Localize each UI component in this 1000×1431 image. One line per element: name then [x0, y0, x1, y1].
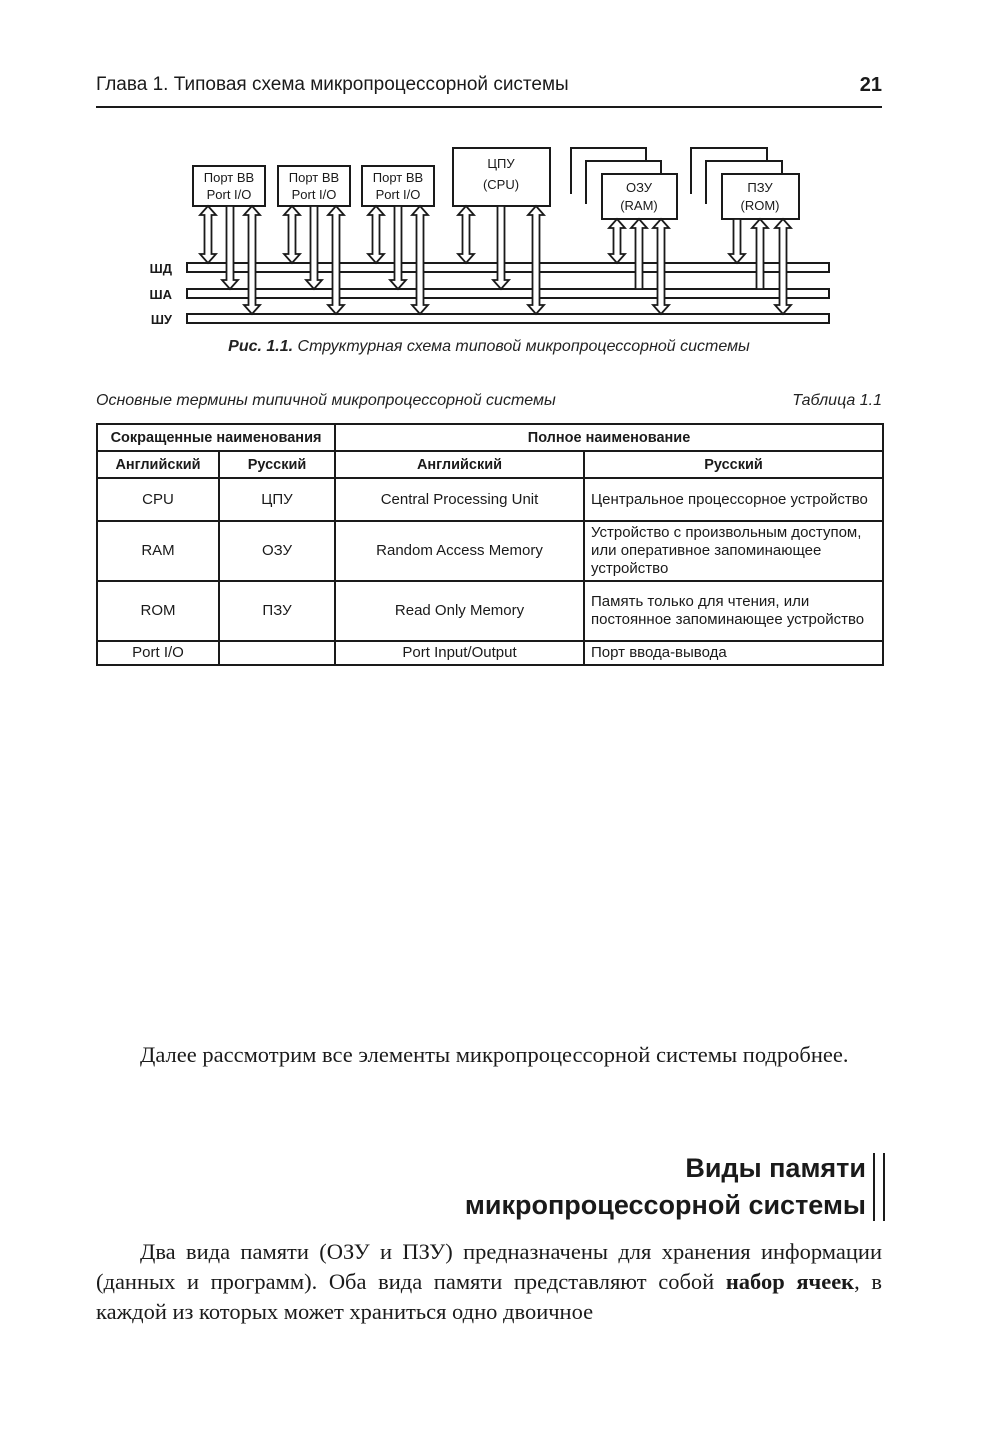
section-marker-bar	[873, 1153, 885, 1221]
subheader-abbr-en: Английский	[97, 451, 219, 478]
ram-label-ru: ОЗУ	[625, 180, 653, 195]
port3-addr-arrow	[390, 206, 406, 289]
paragraph-intro: Далее рассмотрим все элементы микропроцессорной системы подробнее.	[140, 1042, 849, 1067]
rom-label-en: (ROM)	[740, 198, 780, 213]
cell-abbr-ru: ОЗУ	[219, 521, 335, 581]
cpu-data-arrow	[458, 206, 474, 263]
table-row	[97, 581, 883, 641]
figure-label: Рис. 1.1.	[228, 338, 294, 355]
table-caption	[96, 392, 882, 410]
table-row	[97, 478, 883, 521]
cell-abbr-ru: ПЗУ	[219, 581, 335, 641]
cpu-label-en: (CPU)	[482, 177, 520, 192]
port1-addr-arrow	[222, 206, 238, 289]
cell-full-en: Central Processing Unit	[335, 478, 584, 521]
data-bus-label: ШД	[149, 261, 172, 276]
chapter-title: Глава 1. Типовая схема микропроцессорной системы	[96, 74, 569, 95]
paragraph-memory-types	[96, 1237, 882, 1327]
page-number: 21	[859, 74, 882, 96]
paragraph2-bold: набор ячеек	[725, 1269, 855, 1294]
microprocessor-system-diagram	[0, 0, 1000, 340]
control-bus-label: ШУ	[150, 312, 172, 327]
cell-full-ru: Центральное процессорное устройство	[584, 478, 883, 521]
port2-addr-arrow	[306, 206, 322, 289]
port2-label-en: Port I/O	[291, 187, 337, 202]
cell-abbr-en: Port I/O	[97, 641, 219, 665]
table-row	[97, 641, 883, 665]
address-bus	[187, 289, 829, 298]
data-bus	[187, 263, 829, 272]
cell-abbr-ru: ЦПУ	[219, 478, 335, 521]
port1-label-ru: Порт ВВ	[203, 170, 255, 185]
ram-addr-arrow	[631, 219, 647, 289]
section-heading-line2: микропроцессорной системы	[464, 1190, 866, 1220]
table-row	[97, 521, 883, 581]
group-header-abbr: Сокращенные наименования	[97, 424, 335, 451]
table-subheader-row	[97, 451, 883, 478]
cell-full-ru: Порт ввода-вывода	[584, 641, 883, 665]
cell-full-en: Random Access Memory	[335, 521, 584, 581]
port2-data-arrow	[284, 206, 300, 263]
table-number: Таблица 1.1	[792, 392, 882, 409]
table-group-header-row	[97, 424, 883, 451]
ram-label-en: (RAM)	[620, 198, 658, 213]
paragraph2-start: Два вида памяти (ОЗУ и ПЗУ) предназначены для хранения информации (данных и программ). Оба вида памяти представляют собой	[96, 1239, 882, 1294]
terms-table	[96, 423, 884, 666]
cpu-addr-arrow	[493, 206, 509, 289]
port3-label-en: Port I/O	[375, 187, 421, 202]
table-title: Основные термины типичной микропроцессорной системы	[96, 392, 556, 409]
port1-label-en: Port I/O	[206, 187, 252, 202]
figure-caption-text: Структурная схема типовой микропроцессорной системы	[297, 338, 750, 355]
cell-abbr-ru	[219, 641, 335, 665]
port1-data-arrow	[200, 206, 216, 263]
cpu-label-ru: ЦПУ	[487, 156, 515, 171]
control-bus	[187, 314, 829, 323]
cell-full-en: Port Input/Output	[335, 641, 584, 665]
section-heading-line1: Виды памяти	[685, 1153, 866, 1183]
rom-label-ru: ПЗУ	[747, 180, 773, 195]
subheader-full-en: Английский	[335, 451, 584, 478]
paragraph2-end: , в каждой из которых может храниться одно двоичное	[96, 1269, 883, 1324]
subheader-abbr-ru: Русский	[219, 451, 335, 478]
cell-full-ru: Устройство с произвольным доступом, или оперативное запоминающее устройство	[584, 521, 883, 581]
cell-abbr-en: ROM	[97, 581, 219, 641]
cell-full-en: Read Only Memory	[335, 581, 584, 641]
group-header-full: Полное наименование	[335, 424, 883, 451]
cell-abbr-en: RAM	[97, 521, 219, 581]
port2-label-ru: Порт ВВ	[288, 170, 340, 185]
section-heading	[300, 1150, 866, 1224]
rom-addr-arrow	[752, 219, 768, 289]
ram-data-arrow	[609, 219, 625, 263]
cell-full-ru: Память только для чтения, или постоянное запоминающее устройство	[584, 581, 883, 641]
cell-abbr-en: CPU	[97, 478, 219, 521]
figure-caption	[96, 338, 882, 356]
rom-data-arrow	[729, 219, 745, 263]
port3-label-ru: Порт ВВ	[372, 170, 424, 185]
subheader-full-ru: Русский	[584, 451, 883, 478]
port3-data-arrow	[368, 206, 384, 263]
address-bus-label: ША	[149, 287, 172, 302]
